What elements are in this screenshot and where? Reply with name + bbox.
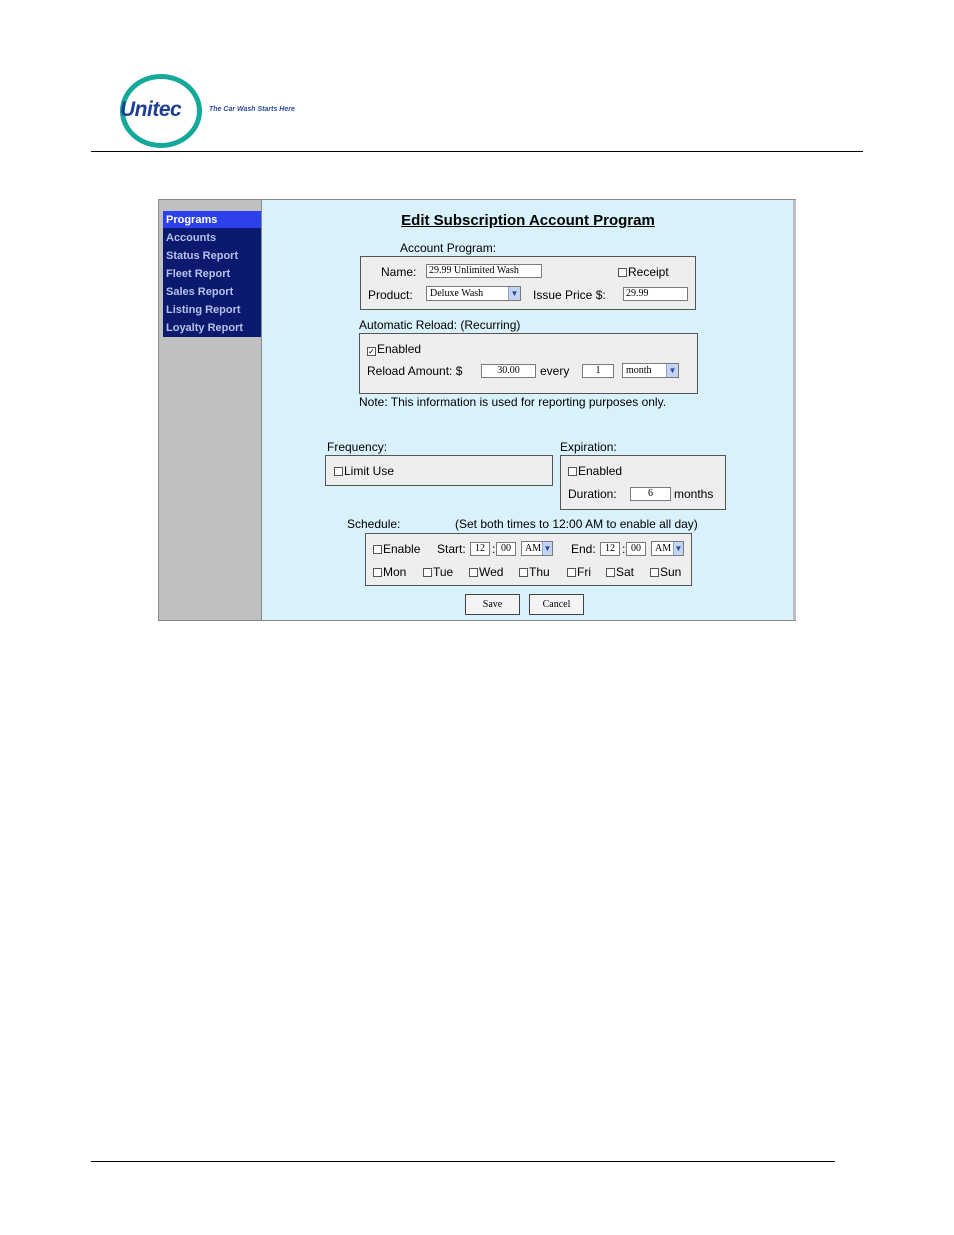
expiration-check-box[interactable] [568, 467, 577, 476]
header-rule [91, 151, 863, 152]
unitec-logo [120, 74, 202, 148]
cancel-button[interactable]: Cancel [529, 594, 584, 615]
limit-use-check-box[interactable] [334, 467, 343, 476]
day-check-box[interactable] [567, 568, 576, 577]
limit-use-checkbox[interactable] [334, 464, 394, 478]
page-title: Edit Subscription Account Program [401, 212, 655, 229]
day-label: Mon [383, 565, 407, 579]
day-checkbox-mon[interactable] [373, 565, 406, 579]
day-checkbox-tue[interactable] [423, 565, 453, 579]
receipt-check-box[interactable] [618, 268, 627, 277]
period-select-value: month [626, 365, 652, 376]
end-hour-input[interactable]: 12 [600, 542, 620, 556]
start-hour-input[interactable]: 12 [470, 542, 490, 556]
day-label: Tue [433, 565, 454, 579]
name-input[interactable]: 29.99 Unlimited Wash [426, 264, 542, 278]
check-icon[interactable]: ✓ [368, 347, 375, 356]
auto-reload-label: Automatic Reload: (Recurring) [359, 318, 521, 332]
sidebar-item-listing-report[interactable]: Listing Report [163, 301, 261, 319]
start-label: Start: [437, 542, 466, 556]
frequency-box [325, 455, 553, 486]
period-select[interactable] [622, 363, 679, 378]
chevron-down-icon: ▼ [543, 544, 552, 553]
schedule-enable-check-box[interactable] [373, 545, 382, 554]
schedule-box [365, 533, 692, 586]
end-label: End: [571, 542, 596, 556]
day-check-box[interactable] [469, 568, 478, 577]
save-button[interactable]: Save [465, 594, 520, 615]
main-content [261, 200, 793, 620]
sidebar-item-fleet-report[interactable]: Fleet Report [163, 265, 261, 283]
start-ampm-select[interactable] [521, 541, 553, 556]
sidebar-item-loyalty-report[interactable]: Loyalty Report [163, 319, 261, 337]
day-label: Sun [660, 565, 682, 579]
issue-price-input[interactable]: 29.99 [623, 287, 688, 301]
end-ampm-select[interactable] [651, 541, 684, 556]
sidebar [159, 200, 261, 620]
sidebar-nav [163, 211, 261, 337]
app-window [158, 199, 796, 621]
expiration-label: Expiration: [560, 440, 617, 454]
reload-amount-label: Reload Amount: $ [367, 364, 463, 378]
expiration-enabled-label: Enabled [578, 464, 623, 478]
limit-use-label: Limit Use [344, 464, 395, 478]
reporting-note: Note: This information is used for reporting purposes only. [359, 395, 667, 409]
start-ampm-value: AM [525, 543, 542, 554]
sidebar-item-status-report[interactable]: Status Report [163, 247, 261, 265]
duration-input[interactable]: 6 [630, 487, 671, 501]
every-input[interactable]: 1 [582, 364, 614, 378]
logo-tagline: The Car Wash Starts Here [209, 106, 295, 113]
schedule-label: Schedule: [347, 517, 401, 531]
frequency-label: Frequency: [327, 440, 388, 454]
duration-unit: months [674, 487, 714, 501]
day-check-box[interactable] [519, 568, 528, 577]
schedule-enable-label: Enable [383, 542, 421, 556]
window-edge [793, 200, 796, 620]
product-label: Product: [368, 288, 413, 302]
chevron-down-icon: ▼ [666, 364, 678, 377]
receipt-checkbox[interactable] [618, 265, 669, 279]
day-check-box[interactable] [606, 568, 615, 577]
account-program-box [360, 256, 696, 310]
end-time-separator: : [622, 542, 626, 556]
day-label: Fri [577, 565, 591, 579]
day-checkbox-wed[interactable] [469, 565, 503, 579]
product-select[interactable] [426, 286, 521, 301]
day-checkbox-thu[interactable] [519, 565, 550, 579]
logo-text: Unitec [120, 98, 182, 121]
name-label: Name: [381, 265, 417, 279]
end-minute-input[interactable]: 00 [626, 542, 646, 556]
schedule-hint: (Set both times to 12:00 AM to enable all day) [455, 517, 698, 531]
day-label: Thu [529, 565, 550, 579]
footer-rule [91, 1161, 835, 1162]
chevron-down-icon: ▼ [674, 544, 683, 553]
duration-label: Duration: [568, 487, 617, 501]
auto-reload-enabled-label: Enabled [377, 342, 422, 356]
day-check-box[interactable] [650, 568, 659, 577]
day-checkbox-sat[interactable] [606, 565, 634, 579]
receipt-label: Receipt [628, 265, 669, 279]
reload-amount-input[interactable]: 30.00 [481, 364, 536, 378]
auto-reload-box [359, 333, 698, 394]
schedule-enable-checkbox[interactable] [373, 542, 420, 556]
sidebar-item-accounts[interactable]: Accounts [163, 229, 261, 247]
chevron-down-icon: ▼ [508, 287, 520, 300]
day-checkbox-fri[interactable] [567, 565, 591, 579]
every-label: every [540, 364, 570, 378]
day-label: Wed [479, 565, 504, 579]
sidebar-item-programs[interactable]: Programs [163, 211, 261, 229]
day-check-box[interactable] [373, 568, 382, 577]
sidebar-item-sales-report[interactable]: Sales Report [163, 283, 261, 301]
auto-reload-enabled-checkbox[interactable] [367, 342, 421, 356]
day-check-box[interactable] [423, 568, 432, 577]
issue-price-label: Issue Price $: [533, 288, 606, 302]
expiration-box [560, 455, 726, 510]
day-checkbox-sun[interactable] [650, 565, 681, 579]
start-time-separator: : [492, 542, 496, 556]
account-program-label: Account Program: [400, 241, 497, 255]
end-ampm-value: AM [655, 543, 672, 554]
product-select-value: Deluxe Wash [430, 288, 484, 299]
expiration-enabled-checkbox[interactable] [568, 464, 622, 478]
start-minute-input[interactable]: 00 [496, 542, 516, 556]
day-label: Sat [616, 565, 635, 579]
